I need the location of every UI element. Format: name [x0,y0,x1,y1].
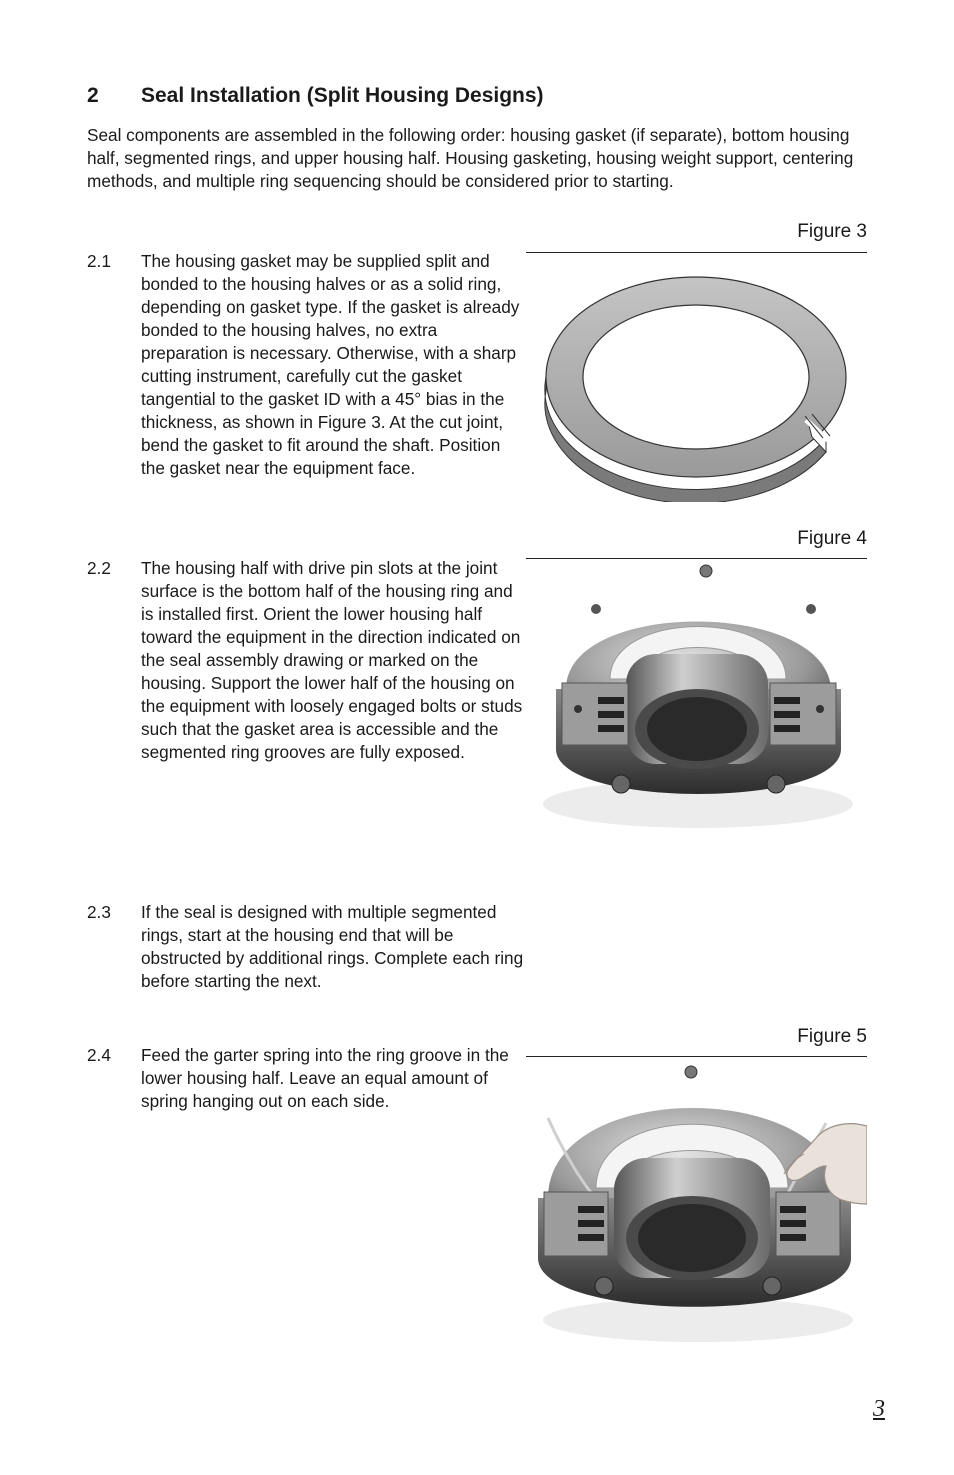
step-2-4-number: 2.4 [87,1045,111,1065]
page-number: 3 [873,1396,885,1422]
figure-3-rule [526,252,867,253]
split-gasket-ring-illustration [526,262,867,507]
step-2-3-number: 2.3 [87,902,111,922]
step-2-2-text: The housing half with drive pin slots at the joint surface is the bottom half of the housing ring and is installed first. Orient the lower housing half toward the equipment in the direction indicated on the seal assembly drawing or marked on the housing. Support the lower half of the housing on the equipment with loosely engaged bolts or studs such that the gasket area is accessible and the segmented ring grooves are fully exposed. [141,558,523,762]
section-title-text: Seal Installation (Split Housing Designs) [141,84,544,107]
step-2-1-number: 2.1 [87,251,111,271]
step-2-4-text: Feed the garter spring into the ring groove in the lower housing half. Leave an equal amount of spring hanging out on each side. [141,1045,509,1111]
figure-3-label: Figure 3 [797,221,867,242]
step-2-1-text: The housing gasket may be supplied split and bonded to the housing halves or as a solid ring, depending on gasket type. If the gasket is already bonded to the housing halves, no extra preparation is necessary. Otherwise, with a sharp cutting instrument, carefully cut the gasket tangential to the gasket ID with a 45° bias in the thickness, as shown in Figure 3. At the cut joint, bend the gasket to fit around the shaft. Position the gasket near the equipment face. [141,251,520,478]
section-title [87,84,544,108]
figure-5-label: Figure 5 [797,1026,867,1047]
garter-spring-installation-photo [526,1058,867,1348]
figure-4-label: Figure 4 [797,528,867,549]
figure-5-rule [526,1056,867,1057]
step-2-3-text: If the seal is designed with multiple segmented rings, start at the housing end that will be obstructed by additional rings. Complete each ring before starting the next. [141,902,524,991]
section-number: 2 [87,84,99,107]
step-2-2-number: 2.2 [87,558,111,578]
section-intro: Seal components are assembled in the following order: housing gasket (if separate), bottom housing half, segmented rings, and upper housing half. Housing gasketing, housing weight support, centering methods, and multiple ring sequencing should be considered prior to starting. [87,125,854,191]
lower-housing-half-photo [526,559,867,839]
